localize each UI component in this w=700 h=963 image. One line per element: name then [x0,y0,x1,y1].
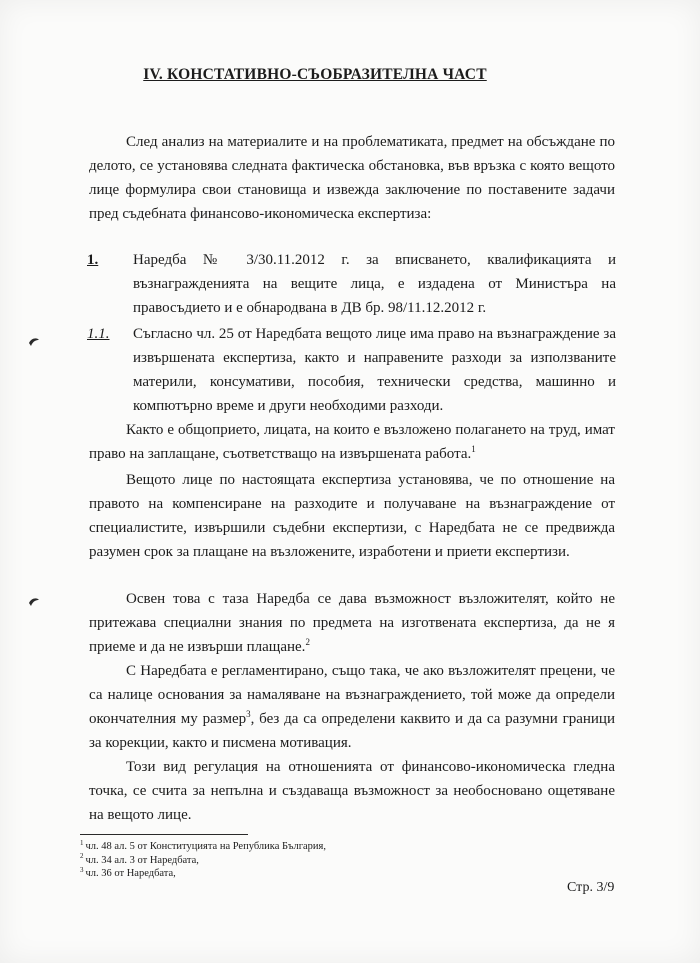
footnote-ref-3: 3 [246,709,251,719]
intro-paragraph: След анализ на материалите и на проблематиката, предмет на обсъждане по делото, се установява следната фактическа обстановка, във връзка с която вещото лице формулира свои становища и извежда заключение по поставените задачи пред съдебната финансово-икономическа експертиза: [89,134,615,222]
section-title: IV. КОНСТАТИВНО-СЪОБРАЗИТЕЛНА ЧАСТ [143,66,487,83]
page-number: Стр. 3/9 [567,880,615,895]
footnote-3: $^3$ чл. 36 от Наредбата, [80,865,176,879]
item-1-text: Наредба № 3/30.11.2012 г. за вписването, квалификацията и възнагражденията на вещите лица, е издадена от Министъра на правосъдието и е обнародвана в ДВ бр. 98/11.12.2012 г. [133,252,616,316]
footnote-divider [80,834,248,835]
footnote-2: $^2$ чл. 34 ал. 3 от Наредбата, [80,852,199,866]
paragraph-2: Вещото лице по настоящата експертиза установява, че по отношение на правото на компенсиране на разходите и получаване на възнаграждение от специалистите, извършили съдебни експертизи, с Наредбата не се предвижда разумен срок за плащане на възложените, изработени и приети експертизи. [89,472,615,560]
footnotes [80,840,500,881]
paragraph-5: Този вид регулация на отношенията от финансово-икономическа гледна точка, се счита за непълна и създаваща възможност за необосновано ощетяване на вещото лице. [89,759,615,823]
item-1-1-number: 1.1. [87,326,110,342]
punch-hole-mark-top [28,337,40,347]
footnote-ref-1: 1 [471,444,476,454]
footnote-1: $^1$ чл. 48 ал. 5 от Конституцията на Република България, [80,838,326,852]
item-1-number: 1. [87,252,99,268]
paragraph-3: Освен това с таза Наредба се дава възможност възложителят, който не притежава специални знания по предмета на изготвената експертиза, да не я приеме и да не извърши плащане.$^2$ [89,591,615,655]
paragraph-4: С Наредбата е регламентирано, също така, че ако възложителят прецени, че са налице основания за намаляване на възнаграждението, той може да определи окончателния му размер$^3$, без да са определени каквито и да са разумни граници за корекции, както и писмена мотивация. [89,663,615,751]
footnote-ref-2: 2 [305,637,310,647]
item-1-1-text: Съгласно чл. 25 от Наредбата вещото лице има право на възнаграждение за извършената експертиза, както и направените разходи за използваните материли, консумативи, пособия, технически средства, машинно и компютърно време и други необходими разходи. [133,326,616,414]
punch-hole-mark-bottom [28,597,40,607]
paragraph-1: Както е общоприето, лицата, на които е възложено полагането на труд, имат право на заплащане, съответстващо на извършената работа.$^1$ [89,422,615,462]
